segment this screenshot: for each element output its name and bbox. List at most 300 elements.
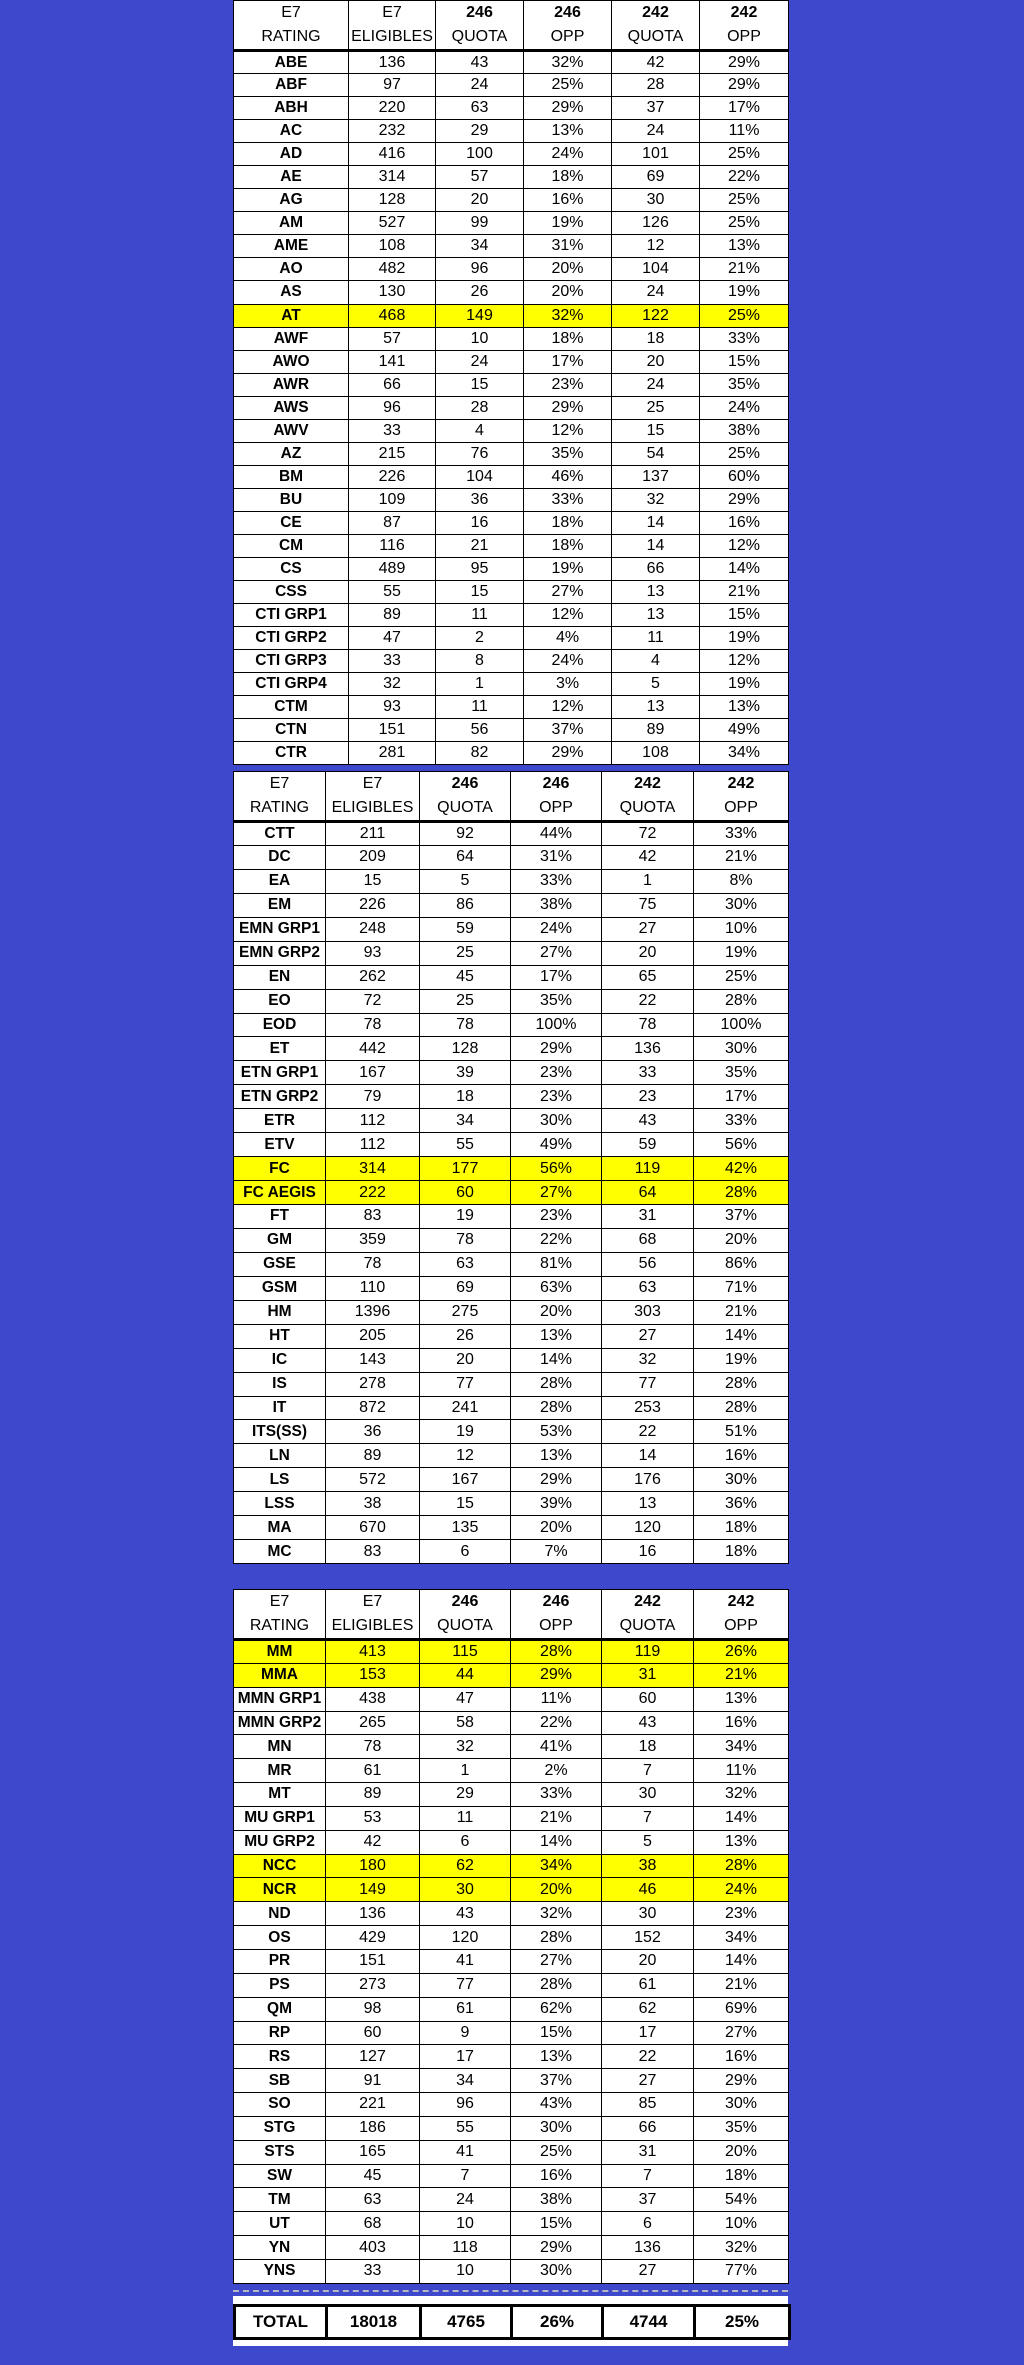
- eligibles-cell: 33: [349, 419, 436, 442]
- quota-246-cell: 241: [420, 1396, 511, 1420]
- quota-246-cell: 45: [420, 965, 511, 989]
- quota-242-cell: 27: [602, 2069, 694, 2093]
- rating-cell: AME: [234, 235, 349, 258]
- table-row: [234, 1444, 789, 1468]
- table-row: [234, 166, 789, 189]
- header-246-quota: [420, 1590, 511, 1640]
- quota-246-cell: 41: [420, 2140, 511, 2164]
- header-line-bottom: RATING: [249, 1617, 310, 1634]
- quota-242-cell: 120: [602, 1516, 694, 1540]
- eligibles-cell: 403: [326, 2236, 420, 2260]
- opp-242-cell: 32%: [694, 1783, 789, 1807]
- quota-246-cell: 30: [420, 1878, 511, 1902]
- table-row: [234, 1949, 789, 1973]
- quota-246-cell: 82: [436, 742, 524, 765]
- quota-246-cell: 61: [420, 1997, 511, 2021]
- table-row: [234, 51, 789, 74]
- quota-242-cell: 17: [602, 2021, 694, 2045]
- opp-246-cell: 12%: [524, 696, 612, 719]
- quota-246-cell: 104: [436, 465, 524, 488]
- total-eligibles: 18018: [327, 2306, 421, 2339]
- opp-242-cell: 16%: [694, 2045, 789, 2069]
- rating-cell: EOD: [234, 1013, 326, 1037]
- eligibles-cell: 53: [326, 1806, 420, 1830]
- table-row: [234, 845, 789, 869]
- rating-cell: MR: [234, 1759, 326, 1783]
- opp-246-cell: 38%: [511, 2188, 602, 2212]
- table-row: [234, 1663, 789, 1687]
- table-row: [234, 74, 789, 97]
- total-label: TOTAL: [235, 2306, 327, 2339]
- quota-242-cell: 126: [612, 212, 700, 235]
- table-row: [234, 1540, 789, 1564]
- opp-242-cell: 24%: [700, 396, 789, 419]
- eligibles-cell: 97: [349, 74, 436, 97]
- quota-246-cell: 76: [436, 442, 524, 465]
- rating-cell: AM: [234, 212, 349, 235]
- opp-242-cell: 56%: [694, 1133, 789, 1157]
- opp-242-cell: 38%: [700, 419, 789, 442]
- quota-242-cell: 7: [602, 1806, 694, 1830]
- opp-246-cell: 19%: [524, 558, 612, 581]
- quota-246-cell: 20: [436, 189, 524, 212]
- rating-cell: AD: [234, 143, 349, 166]
- table-row: [234, 1324, 789, 1348]
- opp-242-cell: 51%: [694, 1420, 789, 1444]
- header-line-top: 246: [451, 775, 479, 792]
- eligibles-cell: 278: [326, 1372, 420, 1396]
- quota-242-cell: 13: [602, 1492, 694, 1516]
- quota-246-cell: 115: [420, 1640, 511, 1664]
- opp-246-cell: 27%: [524, 581, 612, 604]
- eligibles-cell: 1396: [326, 1300, 420, 1324]
- header-line-top: E7: [382, 4, 402, 21]
- quota-246-cell: 10: [436, 327, 524, 350]
- quota-242-cell: 14: [612, 511, 700, 534]
- eligibles-cell: 63: [326, 2188, 420, 2212]
- quota-246-cell: 10: [420, 2259, 511, 2283]
- opp-246-cell: 28%: [511, 1926, 602, 1950]
- quota-242-cell: 42: [612, 51, 700, 74]
- table-row: [234, 1997, 789, 2021]
- quota-246-cell: 25: [420, 989, 511, 1013]
- header-line-top: E7: [269, 775, 290, 792]
- opp-242-cell: 30%: [694, 2093, 789, 2117]
- eligibles-cell: 527: [349, 212, 436, 235]
- total-246-quota: 4765: [421, 2306, 512, 2339]
- opp-246-cell: 11%: [511, 1687, 602, 1711]
- eligibles-cell: 359: [326, 1228, 420, 1252]
- eligibles-cell: 232: [349, 120, 436, 143]
- eligibles-cell: 468: [349, 304, 436, 327]
- opp-242-cell: 28%: [694, 1372, 789, 1396]
- opp-242-cell: 19%: [700, 627, 789, 650]
- opp-242-cell: 25%: [700, 143, 789, 166]
- opp-246-cell: 23%: [511, 1061, 602, 1085]
- header-246-opp: [524, 1, 612, 51]
- quota-246-cell: 9: [420, 2021, 511, 2045]
- rating-cell: ET: [234, 1037, 326, 1061]
- quota-242-cell: 38: [602, 1854, 694, 1878]
- header-rating: [234, 772, 326, 822]
- rating-cell: CS: [234, 558, 349, 581]
- opp-246-cell: 23%: [524, 373, 612, 396]
- opp-246-cell: 31%: [511, 845, 602, 869]
- table-row: [234, 534, 789, 557]
- rating-cell: AS: [234, 281, 349, 304]
- header-line-top: E7: [362, 1593, 383, 1610]
- quota-246-cell: 5: [420, 869, 511, 893]
- header-line-top: E7: [269, 1593, 290, 1610]
- opp-246-cell: 32%: [524, 51, 612, 74]
- opp-242-cell: 34%: [700, 742, 789, 765]
- eligibles-cell: 226: [326, 893, 420, 917]
- table-row: [234, 1687, 789, 1711]
- rating-cell: RS: [234, 2045, 326, 2069]
- opp-242-cell: 16%: [694, 1711, 789, 1735]
- quota-242-cell: 108: [612, 742, 700, 765]
- quota-246-cell: 28: [436, 396, 524, 419]
- header-eligibles: [326, 1590, 420, 1640]
- rating-cell: ABF: [234, 74, 349, 97]
- header-row: [234, 1, 789, 51]
- rating-cell: EMN GRP1: [234, 917, 326, 941]
- table-row: [234, 304, 789, 327]
- eligibles-cell: 87: [349, 511, 436, 534]
- header-line-bottom: ELIGIBLES: [331, 799, 414, 816]
- quota-242-cell: 5: [602, 1830, 694, 1854]
- opp-246-cell: 29%: [524, 742, 612, 765]
- quota-242-cell: 63: [602, 1276, 694, 1300]
- opp-242-cell: 36%: [694, 1492, 789, 1516]
- quota-242-cell: 85: [602, 2093, 694, 2117]
- table-row: [234, 1468, 789, 1492]
- opp-242-cell: 21%: [700, 258, 789, 281]
- rating-cell: HM: [234, 1300, 326, 1324]
- total-table: [233, 2304, 791, 2340]
- quota-242-cell: 14: [612, 534, 700, 557]
- table-row: [234, 2116, 789, 2140]
- eligibles-cell: 209: [326, 845, 420, 869]
- eligibles-cell: 112: [326, 1133, 420, 1157]
- opp-246-cell: 20%: [511, 1300, 602, 1324]
- table-row: [234, 1300, 789, 1324]
- table-row: [234, 696, 789, 719]
- eligibles-cell: 45: [326, 2164, 420, 2188]
- quota-242-cell: 27: [602, 1324, 694, 1348]
- opp-246-cell: 24%: [511, 917, 602, 941]
- table-row: [234, 2236, 789, 2260]
- eligibles-cell: 32: [349, 673, 436, 696]
- opp-246-cell: 17%: [511, 965, 602, 989]
- opp-246-cell: 13%: [511, 1444, 602, 1468]
- quota-242-cell: 64: [602, 1181, 694, 1205]
- quota-242-cell: 14: [602, 1444, 694, 1468]
- rating-cell: EO: [234, 989, 326, 1013]
- rating-cell: BM: [234, 465, 349, 488]
- rating-table-2: [233, 771, 789, 1564]
- table-row: [234, 893, 789, 917]
- opp-242-cell: 27%: [694, 2021, 789, 2045]
- opp-246-cell: 32%: [524, 304, 612, 327]
- eligibles-cell: 83: [326, 1205, 420, 1229]
- rating-cell: IC: [234, 1348, 326, 1372]
- eligibles-cell: 872: [326, 1396, 420, 1420]
- rating-cell: AE: [234, 166, 349, 189]
- opp-242-cell: 14%: [694, 1324, 789, 1348]
- opp-246-cell: 13%: [524, 120, 612, 143]
- quota-242-cell: 7: [602, 1759, 694, 1783]
- quota-242-cell: 104: [612, 258, 700, 281]
- quota-242-cell: 24: [612, 281, 700, 304]
- table-row: [234, 719, 789, 742]
- rating-cell: YN: [234, 2236, 326, 2260]
- opp-246-cell: 13%: [511, 1324, 602, 1348]
- opp-242-cell: 29%: [694, 2069, 789, 2093]
- header-246-opp: [511, 772, 602, 822]
- rating-cell: LN: [234, 1444, 326, 1468]
- opp-242-cell: 16%: [700, 511, 789, 534]
- quota-242-cell: 56: [602, 1252, 694, 1276]
- eligibles-cell: 130: [349, 281, 436, 304]
- rating-cell: CTI GRP3: [234, 650, 349, 673]
- eligibles-cell: 215: [349, 442, 436, 465]
- opp-242-cell: 13%: [700, 696, 789, 719]
- eligibles-cell: 221: [326, 2093, 420, 2117]
- quota-246-cell: 44: [420, 1663, 511, 1687]
- opp-246-cell: 44%: [511, 822, 602, 846]
- table-row: [234, 1830, 789, 1854]
- quota-246-cell: 20: [420, 1348, 511, 1372]
- quota-246-cell: 29: [420, 1783, 511, 1807]
- table-row: [234, 2069, 789, 2093]
- rating-cell: ABE: [234, 51, 349, 74]
- table-row: [234, 869, 789, 893]
- opp-242-cell: 25%: [700, 304, 789, 327]
- rating-cell: GSM: [234, 1276, 326, 1300]
- header-line-bottom: QUOTA: [451, 28, 508, 45]
- quota-246-cell: 43: [420, 1902, 511, 1926]
- quota-246-cell: 60: [420, 1181, 511, 1205]
- table-row: [234, 650, 789, 673]
- opp-242-cell: 14%: [694, 1806, 789, 1830]
- rating-cell: IS: [234, 1372, 326, 1396]
- quota-242-cell: 42: [602, 845, 694, 869]
- quota-242-cell: 253: [602, 1396, 694, 1420]
- quota-246-cell: 34: [420, 1109, 511, 1133]
- table-row: [234, 965, 789, 989]
- quota-246-cell: 24: [420, 2188, 511, 2212]
- opp-242-cell: 28%: [694, 1854, 789, 1878]
- quota-242-cell: 12: [612, 235, 700, 258]
- quota-246-cell: 55: [420, 1133, 511, 1157]
- rating-cell: EA: [234, 869, 326, 893]
- rating-cell: MC: [234, 1540, 326, 1564]
- rating-cell: STS: [234, 2140, 326, 2164]
- opp-242-cell: 18%: [694, 1516, 789, 1540]
- quota-246-cell: 34: [436, 235, 524, 258]
- rating-cell: AT: [234, 304, 349, 327]
- opp-246-cell: 100%: [511, 1013, 602, 1037]
- quota-246-cell: 275: [420, 1300, 511, 1324]
- opp-242-cell: 69%: [694, 1997, 789, 2021]
- eligibles-cell: 33: [326, 2259, 420, 2283]
- opp-242-cell: 42%: [694, 1157, 789, 1181]
- quota-242-cell: 43: [602, 1109, 694, 1133]
- quota-242-cell: 5: [612, 673, 700, 696]
- opp-246-cell: 20%: [511, 1516, 602, 1540]
- table-row: [234, 396, 789, 419]
- eligibles-cell: 68: [326, 2212, 420, 2236]
- table-row: [234, 143, 789, 166]
- quota-246-cell: 17: [420, 2045, 511, 2069]
- table-section-2: [233, 771, 788, 1564]
- header-line-top: 242: [634, 1593, 661, 1610]
- opp-242-cell: 19%: [694, 1348, 789, 1372]
- quota-242-cell: 101: [612, 143, 700, 166]
- opp-242-cell: 17%: [700, 97, 789, 120]
- eligibles-cell: 57: [349, 327, 436, 350]
- quota-246-cell: 118: [420, 2236, 511, 2260]
- table-section-3: [233, 1589, 788, 2284]
- opp-242-cell: 28%: [694, 1396, 789, 1420]
- eligibles-cell: 93: [326, 941, 420, 965]
- table-row: [234, 673, 789, 696]
- opp-246-cell: 28%: [511, 1396, 602, 1420]
- opp-246-cell: 37%: [524, 719, 612, 742]
- quota-246-cell: 96: [436, 258, 524, 281]
- quota-246-cell: 11: [436, 696, 524, 719]
- eligibles-cell: 33: [349, 650, 436, 673]
- rating-table-1: [233, 0, 789, 765]
- opp-246-cell: 4%: [524, 627, 612, 650]
- quota-242-cell: 24: [612, 120, 700, 143]
- rating-cell: NCR: [234, 1878, 326, 1902]
- opp-246-cell: 23%: [511, 1085, 602, 1109]
- quota-246-cell: 177: [420, 1157, 511, 1181]
- rating-cell: MU GRP1: [234, 1806, 326, 1830]
- opp-246-cell: 18%: [524, 166, 612, 189]
- eligibles-cell: 273: [326, 1973, 420, 1997]
- quota-246-cell: 29: [436, 120, 524, 143]
- table-row: [234, 1228, 789, 1252]
- quota-242-cell: 137: [612, 465, 700, 488]
- header-eligibles: [326, 772, 420, 822]
- opp-246-cell: 16%: [524, 189, 612, 212]
- opp-246-cell: 41%: [511, 1735, 602, 1759]
- quota-242-cell: 11: [612, 627, 700, 650]
- quota-242-cell: 22: [602, 2045, 694, 2069]
- eligibles-cell: 416: [349, 143, 436, 166]
- opp-242-cell: 21%: [694, 1663, 789, 1687]
- rating-cell: MMN GRP1: [234, 1687, 326, 1711]
- rating-cell: CTT: [234, 822, 326, 846]
- eligibles-cell: 165: [326, 2140, 420, 2164]
- quota-246-cell: 47: [420, 1687, 511, 1711]
- opp-242-cell: 23%: [694, 1902, 789, 1926]
- quota-246-cell: 10: [420, 2212, 511, 2236]
- table-row: [234, 189, 789, 212]
- opp-242-cell: 30%: [694, 1468, 789, 1492]
- opp-242-cell: 33%: [700, 327, 789, 350]
- quota-242-cell: 37: [612, 97, 700, 120]
- table-row: [234, 212, 789, 235]
- eligibles-cell: 438: [326, 1687, 420, 1711]
- opp-242-cell: 21%: [694, 845, 789, 869]
- eligibles-cell: 262: [326, 965, 420, 989]
- quota-242-cell: 122: [612, 304, 700, 327]
- opp-242-cell: 100%: [694, 1013, 789, 1037]
- table-row: [234, 2140, 789, 2164]
- quota-246-cell: 25: [420, 941, 511, 965]
- rating-cell: FC AEGIS: [234, 1181, 326, 1205]
- opp-246-cell: 33%: [511, 1783, 602, 1807]
- opp-246-cell: 16%: [511, 2164, 602, 2188]
- quota-242-cell: 72: [602, 822, 694, 846]
- quota-242-cell: 33: [602, 1061, 694, 1085]
- table-row: [234, 1759, 789, 1783]
- eligibles-cell: 429: [326, 1926, 420, 1950]
- total-242-opp: 25%: [695, 2306, 790, 2339]
- quota-242-cell: 119: [602, 1640, 694, 1664]
- opp-242-cell: 19%: [700, 281, 789, 304]
- header-line-bottom: QUOTA: [627, 28, 684, 45]
- header-line-bottom: RATING: [261, 28, 321, 45]
- opp-242-cell: 25%: [700, 442, 789, 465]
- table-row: [234, 917, 789, 941]
- opp-242-cell: 30%: [694, 1037, 789, 1061]
- eligibles-cell: 96: [349, 396, 436, 419]
- quota-242-cell: 66: [602, 2116, 694, 2140]
- eligibles-cell: 89: [349, 604, 436, 627]
- quota-246-cell: 167: [420, 1468, 511, 1492]
- quota-242-cell: 18: [612, 327, 700, 350]
- quota-246-cell: 2: [436, 627, 524, 650]
- quota-242-cell: 31: [602, 1663, 694, 1687]
- rating-cell: AC: [234, 120, 349, 143]
- rating-cell: LSS: [234, 1492, 326, 1516]
- quota-242-cell: 27: [602, 2259, 694, 2283]
- opp-246-cell: 29%: [524, 396, 612, 419]
- quota-242-cell: 13: [612, 604, 700, 627]
- quota-242-cell: 7: [602, 2164, 694, 2188]
- eligibles-cell: 72: [326, 989, 420, 1013]
- opp-242-cell: 11%: [694, 1759, 789, 1783]
- quota-246-cell: 19: [420, 1205, 511, 1229]
- table-row: [234, 1926, 789, 1950]
- opp-242-cell: 32%: [694, 2236, 789, 2260]
- eligibles-cell: 83: [326, 1540, 420, 1564]
- quota-246-cell: 15: [436, 373, 524, 396]
- quota-246-cell: 120: [420, 1926, 511, 1950]
- opp-242-cell: 24%: [694, 1878, 789, 1902]
- quota-242-cell: 4: [612, 650, 700, 673]
- quota-242-cell: 30: [612, 189, 700, 212]
- header-242-quota: [612, 1, 700, 51]
- quota-246-cell: 1: [420, 1759, 511, 1783]
- opp-242-cell: 12%: [700, 534, 789, 557]
- quota-246-cell: 18: [420, 1085, 511, 1109]
- header-line-top: 242: [642, 4, 669, 21]
- opp-246-cell: 29%: [511, 1037, 602, 1061]
- rating-cell: AG: [234, 189, 349, 212]
- quota-246-cell: 99: [436, 212, 524, 235]
- quota-242-cell: 6: [602, 2212, 694, 2236]
- rating-cell: CM: [234, 534, 349, 557]
- opp-242-cell: 25%: [694, 965, 789, 989]
- eligibles-cell: 413: [326, 1640, 420, 1664]
- quota-246-cell: 16: [436, 511, 524, 534]
